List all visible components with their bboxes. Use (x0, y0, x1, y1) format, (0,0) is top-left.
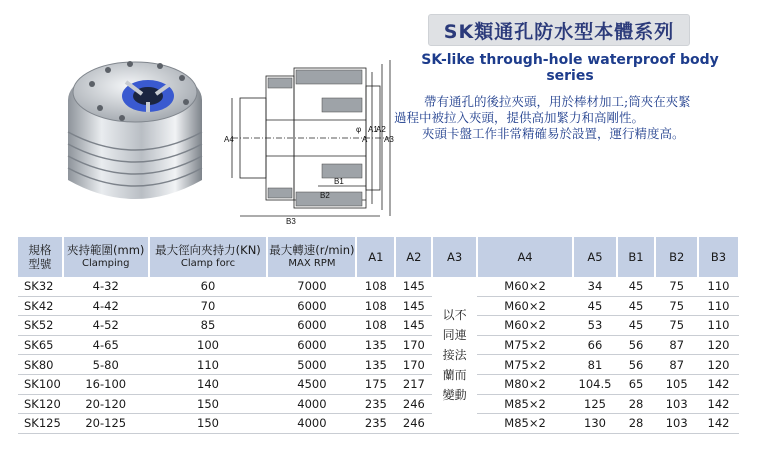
table-row (18, 414, 739, 434)
table-cell: 145 (395, 296, 432, 316)
table-row (18, 335, 739, 355)
table-cell: 28 (617, 414, 656, 434)
a3-note-line: 同連 (442, 327, 467, 342)
technical-drawing (222, 58, 400, 226)
table-cell: 81 (573, 355, 616, 375)
label-phi: φ (356, 125, 362, 134)
description-line-1: 帶有通孔的後拉夾頭，用於棒材加工;筒夾在夾緊 (424, 94, 691, 109)
table-cell: 145 (395, 277, 432, 296)
table-cell: 130 (573, 414, 616, 434)
table-cell: 20-125 (63, 414, 149, 434)
col-a4: A4 (477, 237, 574, 277)
table-cell: SK80 (18, 355, 63, 375)
table-cell: SK32 (18, 277, 63, 296)
label-a1: A1 (368, 125, 378, 134)
col-a2: A2 (395, 237, 432, 277)
table-row (18, 374, 739, 394)
table-row (18, 277, 739, 296)
table-cell: 20-120 (63, 394, 149, 414)
title-box (428, 14, 690, 46)
table-cell: 5-80 (63, 355, 149, 375)
table-cell: 85 (149, 316, 268, 336)
table-cell: 6000 (267, 296, 356, 316)
table-row (18, 355, 739, 375)
table-cell: 170 (395, 335, 432, 355)
table-cell: 140 (149, 374, 268, 394)
table-cell: 4-65 (63, 335, 149, 355)
table-cell: M60×2 (477, 296, 574, 316)
table-cell: 56 (617, 355, 656, 375)
table-cell: 4-52 (63, 316, 149, 336)
table-cell: SK42 (18, 296, 63, 316)
table-cell: 108 (356, 296, 395, 316)
table-cell: 135 (356, 355, 395, 375)
label-a2: A2 (376, 125, 386, 134)
table-cell: 45 (617, 316, 656, 336)
table-cell: 235 (356, 394, 395, 414)
product-photo (60, 40, 210, 210)
col-clamp-force: 最大徑向夾持力(KN) Clamp forc (149, 237, 268, 277)
table-cell: 103 (655, 394, 698, 414)
table-cell: 142 (698, 394, 739, 414)
label-a: A (362, 135, 368, 144)
col-b2: B2 (655, 237, 698, 277)
table-cell: 235 (356, 414, 395, 434)
table-cell: M60×2 (477, 316, 574, 336)
table-cell: SK125 (18, 414, 63, 434)
table-cell: 142 (698, 374, 739, 394)
table-cell: SK120 (18, 394, 63, 414)
col-a3: A3 (432, 237, 476, 277)
table-cell: 75 (655, 296, 698, 316)
table-cell: M60×2 (477, 277, 574, 296)
a3-note-line: 接法 (442, 347, 467, 362)
a3-note-line: 變動 (442, 387, 467, 402)
table-cell: 75 (655, 316, 698, 336)
table-cell: 4000 (267, 394, 356, 414)
table-cell: 246 (395, 414, 432, 434)
description-line-2: 過程中被拉入夾頭，提供高加緊力和高剛性。 (394, 110, 645, 125)
col-a1: A1 (356, 237, 395, 277)
table-cell: 75 (655, 277, 698, 296)
table-cell: 108 (356, 316, 395, 336)
table-cell: 120 (698, 355, 739, 375)
table-cell: M75×2 (477, 355, 574, 375)
table-cell: 125 (573, 394, 616, 414)
table-cell: 65 (617, 374, 656, 394)
label-a3: A3 (384, 135, 394, 144)
table-cell: 53 (573, 316, 616, 336)
table-cell: M85×2 (477, 414, 574, 434)
a3-note-line: 以不 (442, 307, 467, 322)
table-cell: 150 (149, 394, 268, 414)
title-en: SK-like through-hole waterproof body series (421, 52, 719, 84)
label-a4: A4 (224, 135, 234, 144)
table-row (18, 394, 739, 414)
table-cell: 120 (698, 335, 739, 355)
table-cell: 110 (698, 296, 739, 316)
table-cell: 70 (149, 296, 268, 316)
table-cell: M85×2 (477, 394, 574, 414)
table-cell: 170 (395, 355, 432, 375)
col-b1: B1 (617, 237, 656, 277)
table-cell: 100 (149, 335, 268, 355)
table-cell: 103 (655, 414, 698, 434)
description (394, 94, 729, 142)
table-cell: 175 (356, 374, 395, 394)
table-cell: 87 (655, 355, 698, 375)
col-max-rpm: 最大轉速(r/min) MAX RPM (267, 237, 356, 277)
table-cell: 104.5 (573, 374, 616, 394)
table-cell: 4000 (267, 414, 356, 434)
table-cell: 87 (655, 335, 698, 355)
table-cell: 145 (395, 316, 432, 336)
label-b1: B1 (334, 177, 344, 186)
table-row (18, 296, 739, 316)
col-a5: A5 (573, 237, 616, 277)
table-cell: 16-100 (63, 374, 149, 394)
table-cell: 45 (573, 296, 616, 316)
table-row (18, 316, 739, 336)
table-cell: 4-32 (63, 277, 149, 296)
description-line-3: 夾頭卡盤工作非常精確易於設置，運行精度高。 (422, 126, 685, 141)
table-cell: 34 (573, 277, 616, 296)
table-cell: SK100 (18, 374, 63, 394)
table-cell: 4500 (267, 374, 356, 394)
table-cell: SK65 (18, 335, 63, 355)
table-cell: 217 (395, 374, 432, 394)
table-cell: 45 (617, 277, 656, 296)
table-cell: 135 (356, 335, 395, 355)
table-cell: M75×2 (477, 335, 574, 355)
table-cell: 108 (356, 277, 395, 296)
table-cell: 56 (617, 335, 656, 355)
table-cell: 110 (698, 316, 739, 336)
table-cell: 110 (149, 355, 268, 375)
table-cell: 4-42 (63, 296, 149, 316)
table-header-row (18, 237, 739, 277)
table-cell: SK52 (18, 316, 63, 336)
table-cell: 246 (395, 394, 432, 414)
label-b2: B2 (320, 191, 330, 200)
table-cell: 142 (698, 414, 739, 434)
table-cell: 105 (655, 374, 698, 394)
table-cell: M80×2 (477, 374, 574, 394)
table-cell: 150 (149, 414, 268, 434)
title-cn: SK類通孔防水型本體系列 (443, 20, 675, 43)
col-b3: B3 (698, 237, 739, 277)
table-cell: 45 (617, 296, 656, 316)
table-cell: 6000 (267, 316, 356, 336)
table-cell: 60 (149, 277, 268, 296)
a3-merged-cell (432, 277, 476, 433)
table-cell: 28 (617, 394, 656, 414)
table-cell: 7000 (267, 277, 356, 296)
col-model: 規格 型號 (18, 237, 63, 277)
spec-table (18, 237, 740, 434)
a3-note-line: 蘭而 (442, 367, 467, 382)
table-cell: 5000 (267, 355, 356, 375)
table-cell: 66 (573, 335, 616, 355)
label-b3: B3 (286, 217, 296, 226)
table-cell: 6000 (267, 335, 356, 355)
table-cell: 110 (698, 277, 739, 296)
col-clamping: 夾持範圍(mm) Clamping (63, 237, 149, 277)
